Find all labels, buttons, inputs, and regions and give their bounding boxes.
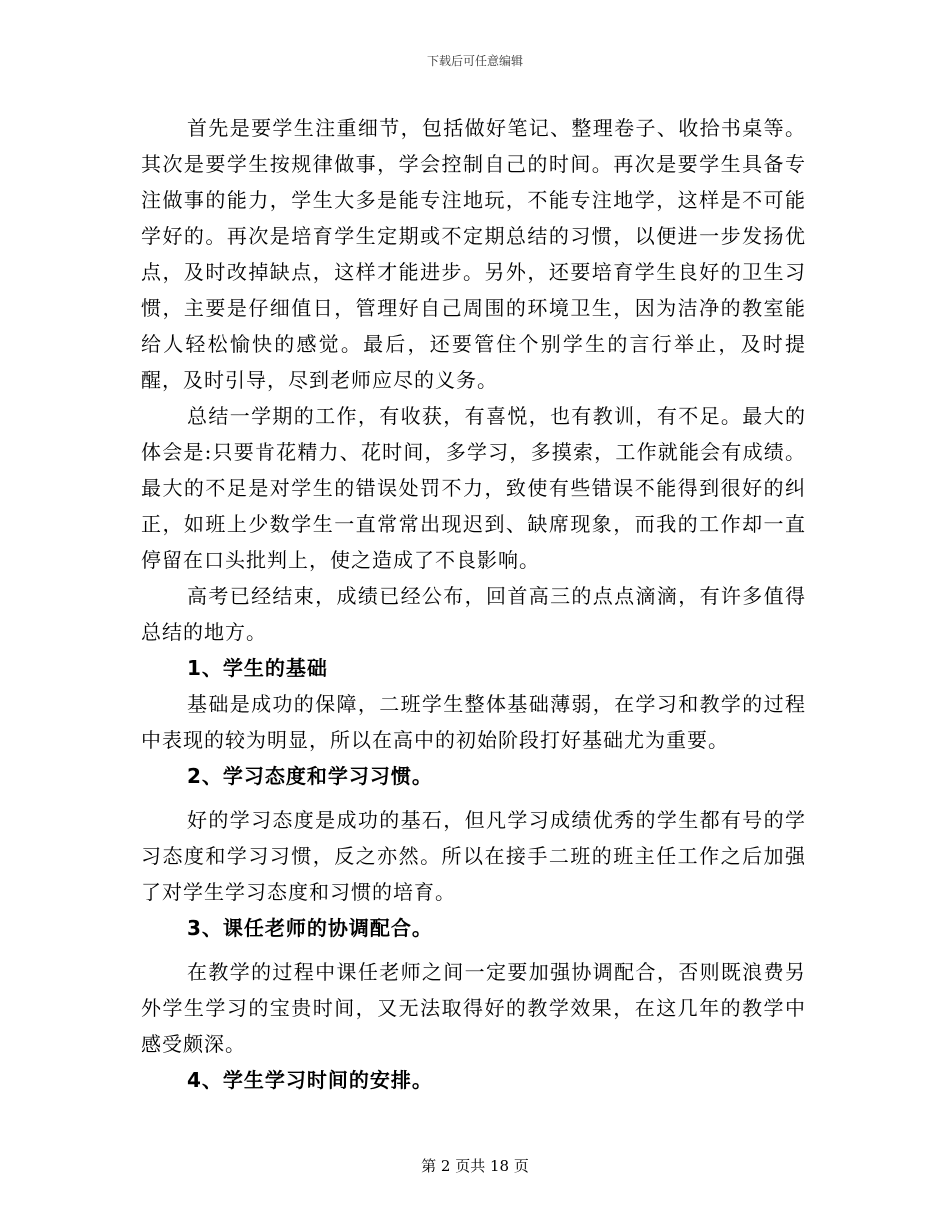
page-header: 下载后可任意编辑: [426, 54, 523, 68]
paragraph-attitude: 好的学习态度是成功的基石，但凡学习成绩优秀的学生都有号的学习态度和学习习惯，反之亦然。所以在接手二班的班主任工作之后加强了对学生学习态度和习惯的培育。: [141, 808, 806, 904]
paragraph-gaokao: 高考已经结束，成绩已经公布，回首高三的点点滴滴，有许多值得总结的地方。: [141, 584, 806, 644]
heading-student-foundation: 1、学生的基础: [187, 656, 328, 680]
paragraph-semester-summary: 总结一学期的工作，有收获，有喜悦，也有教训，有不足。最大的体会是:只要肯花精力、花时间，多学习，多摸索，工作就能会有成绩。最大的不足是对学生的错误处罚不力，致使有些错误不能得到很好的纠正，如班上少数学生一直常常出现迟到、缺席现象，而我的工作却一直停留在口头批判上，使之造成了不良影响。: [141, 404, 806, 572]
heading-study-attitude: 2、学习态度和学习习惯。: [187, 764, 433, 788]
document-body: [141, 110, 806, 1098]
heading-study-time: 4、学生学习时间的安排。: [187, 1068, 433, 1092]
heading-teacher-coordination: 3、课任老师的协调配合。: [187, 916, 433, 940]
paragraph-foundation: 基础是成功的保障，二班学生整体基础薄弱，在学习和教学的过程中表现的较为明显，所以在高中的初始阶段打好基础尤为重要。: [141, 692, 806, 752]
paragraph-details: 首先是要学生注重细节，包括做好笔记、整理卷子、收拾书桌等。其次是要学生按规律做事，学会控制自己的时间。再次是要学生具备专注做事的能力，学生大多是能专注地玩，不能专注地学，这样是不可能学好的。再次是培育学生定期或不定期总结的习惯，以便进一步发扬优点，及时改掉缺点，这样才能进步。另外，还要培育学生良好的卫生习惯，主要是仔细值日，管理好自己周围的环境卫生，因为洁净的教室能给人轻松愉快的感觉。最后，还要管住个别学生的言行举止，及时提醒，及时引导，尽到老师应尽的义务。: [141, 116, 806, 392]
paragraph-coordination: 在教学的过程中课任老师之间一定要加强协调配合，否则既浪费另外学生学习的宝贵时间，又无法取得好的教学效果，在这几年的教学中感受颇深。: [141, 960, 806, 1056]
page-footer: 第 2 页共 18 页: [421, 1157, 529, 1175]
